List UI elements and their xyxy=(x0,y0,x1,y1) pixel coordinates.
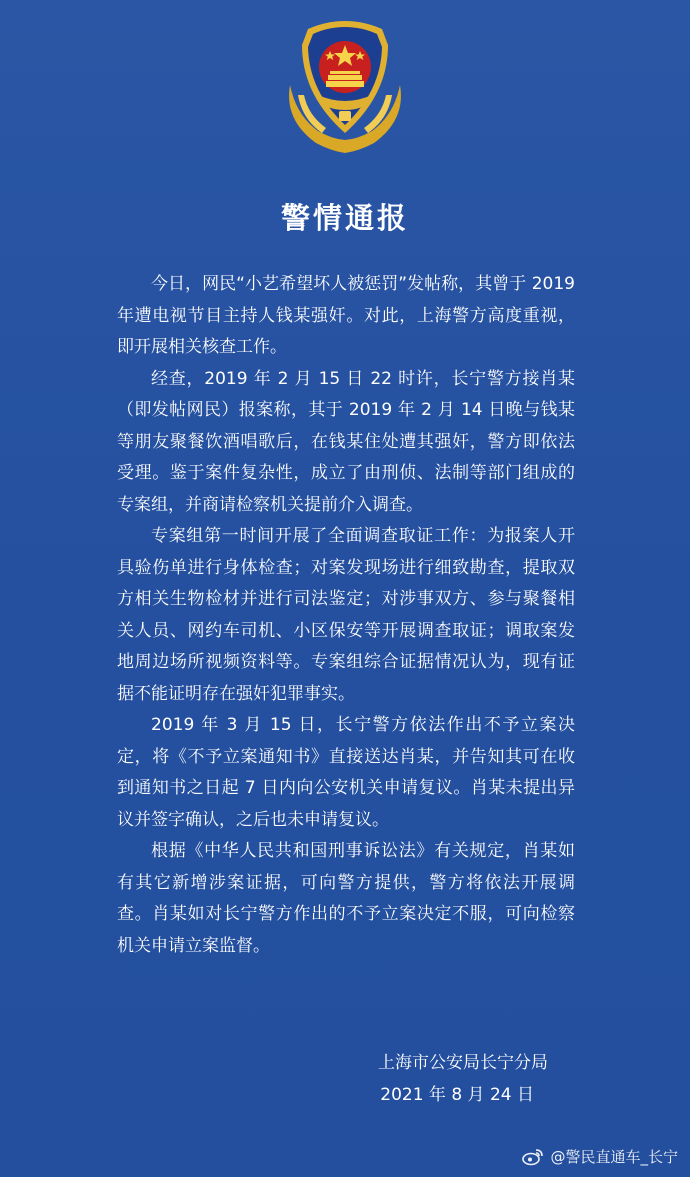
police-emblem-icon xyxy=(276,15,414,155)
paragraph-2: 经查，2019 年 2 月 15 日 22 时许，长宁警方接肖某（即发帖网民）报案称，其于 2019 年 2 月 14 日晚与钱某等朋友聚餐饮酒唱歌后，在钱某住处遭其强奸，警方即依法受理。鉴于案件复杂性，成立了由刑侦、法制等部门组成的专案组，并商请检察机关提前介入调查。 xyxy=(117,368,575,515)
signature-block xyxy=(378,1047,548,1111)
paragraph-3: 专案组第一时间开展了全面调查取证工作：为报案人开具验伤单进行身体检查；对案发现场进行细致勘查，提取双方相关生物检材并进行司法鉴定；对涉事双方、参与聚餐相关人员、网约车司机、小区保安等开展调查取证；调取案发地周边场所视频资料等。专案组综合证据情况认为，现有证据不能证明存在强奸犯罪事实。 xyxy=(117,526,575,704)
weibo-watermark xyxy=(522,1146,678,1167)
paragraph-5: 根据《中华人民共和国刑事诉讼法》有关规定，肖某如有其它新增涉案证据，可向警方提供，警方将依法开展调查。肖某如对长宁警方作出的不予立案决定不服，可向检察机关申请立案监督。 xyxy=(117,841,575,956)
notice-body xyxy=(117,269,575,962)
paragraph-1: 今日，网民“小艺希望坏人被惩罚”发帖称，其曾于 2019 年遭电视节目主持人钱某强奸。对此，上海警方高度重视，即开展相关核查工作。 xyxy=(117,274,575,357)
page-title: 警情通报 xyxy=(280,201,409,235)
issue-date: 2021 年 8 月 24 日 xyxy=(380,1085,534,1105)
paragraph-4: 2019 年 3 月 15 日，长宁警方依法作出不予立案决定，将《不予立案通知书》直接送达肖某，并告知其可在收到通知书之日起 7 日内向公安机关申请复议。肖某未提出异议并签字确认，之后也未申请复议。 xyxy=(117,715,575,830)
watermark-handle[interactable]: @警民直通车_长宁 xyxy=(550,1148,678,1166)
issuer-name: 上海市公安局长宁分局 xyxy=(378,1053,548,1073)
weibo-icon xyxy=(522,1148,544,1166)
